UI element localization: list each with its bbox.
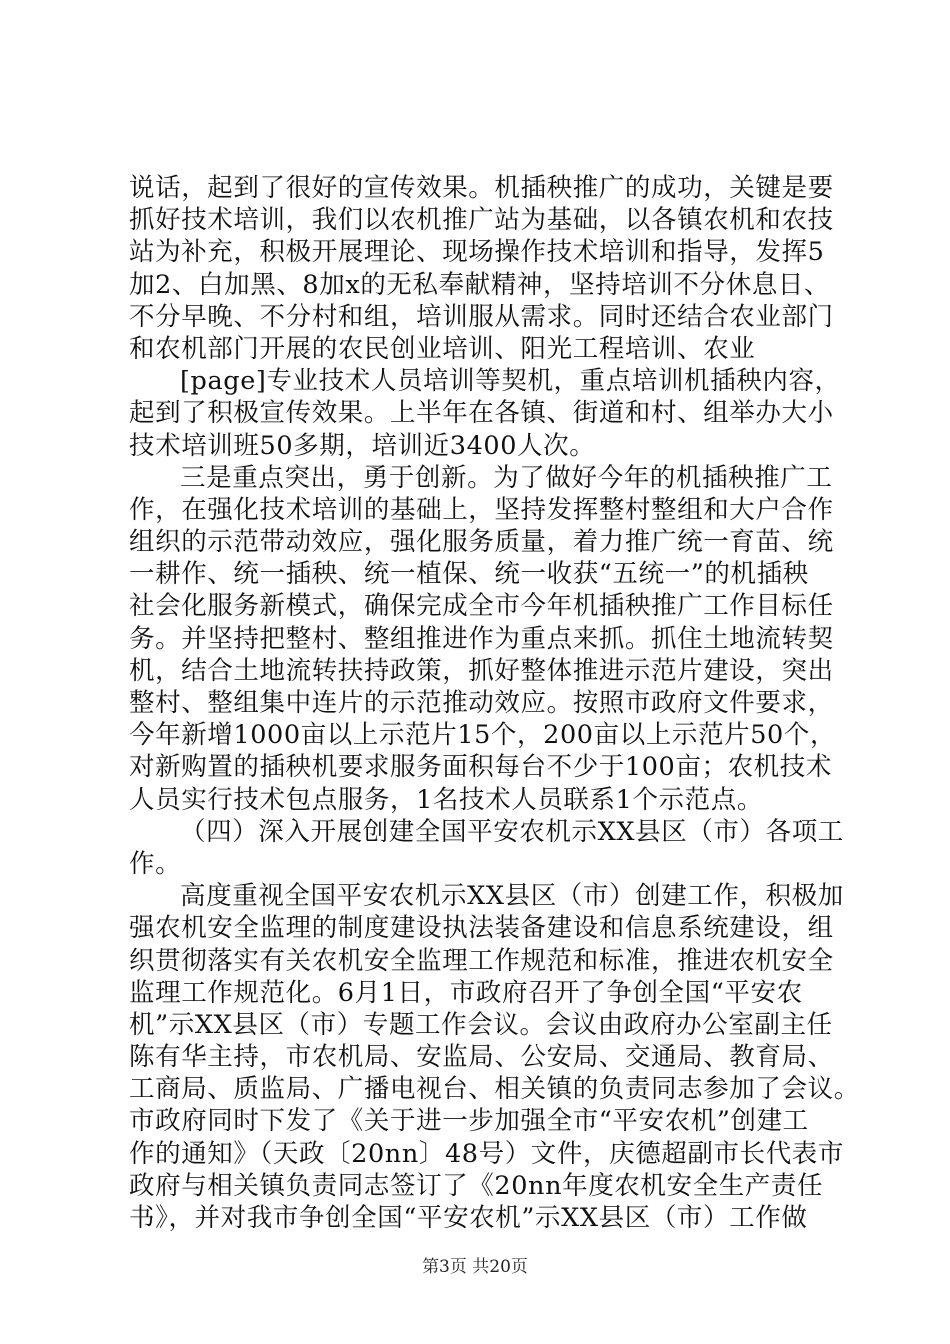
text-line: 三是重点突出，勇于创新。为了做好今年的机插秧推广工	[180, 462, 833, 493]
text-line: 织贯彻落实有关农机安全监理工作规范和标准，推进农机安全	[129, 945, 834, 976]
text-line: 组织的示范带动效应，强化服务质量，着力推广统一育苗、统	[129, 527, 834, 558]
section-heading: 作。	[129, 848, 182, 879]
page-number: 第3页 共20页	[422, 1257, 528, 1277]
text-line: 对新购置的插秧机要求服务面积每台不少于100亩；农机技术	[129, 752, 832, 783]
text-line: 抓好技术培训，我们以农机推广站为基础，以各镇农机和农技	[129, 205, 834, 236]
text-line: 工商局、质监局、广播电视台、相关镇的负责同志参加了会议。	[129, 1074, 860, 1105]
text-line: 社会化服务新模式，确保完成全市今年机插秧推广工作目标任	[129, 591, 834, 622]
text-line: 高度重视全国平安农机示XX县区（市）创建工作，积极加	[180, 881, 844, 912]
text-line: 加2、白加黑、8加x的无私奉献精神，坚持培训不分休息日、	[129, 269, 831, 300]
text-line: [page]专业技术人员培训等契机，重点培训机插秧内容，	[180, 366, 841, 397]
text-line: 机，结合土地流转扶持政策，抓好整体推进示范片建设，突出	[129, 655, 834, 686]
text-line: 技术培训班50多期，培训近3400人次。	[129, 430, 596, 461]
text-line: 整村、整组集中连片的示范推动效应。按照市政府文件要求，	[129, 688, 834, 718]
text-line: 人员实行技术包点服务，1名技术人员联系1个示范点。	[129, 784, 763, 815]
text-line: 市政府同时下发了《关于进一步加强全市“平安农机”创建工	[129, 1106, 809, 1137]
text-line: 书》，并对我市争创全国“平安农机”示XX县区（市）工作做	[129, 1203, 808, 1233]
text-line: 说话，起到了很好的宣传效果。机插秧推广的成功，关键是要	[129, 173, 834, 203]
text-line: 和农机部门开展的农民创业培训、阳光工程培训、农业	[129, 333, 756, 364]
text-line: 站为补充，积极开展理论、现场操作技术培训和指导，发挥5	[129, 237, 825, 268]
text-line: 陈有华主持，市农机局、安监局、公安局、交通局、教育局、	[129, 1042, 834, 1073]
text-line: 机”示XX县区（市）专题工作会议。会议由政府办公室副主任	[129, 1009, 833, 1040]
text-line: 作，在强化技术培训的基础上，坚持发挥整村整组和大户合作	[129, 494, 834, 525]
text-line: 作的通知》（天政〔20nn〕48号）文件，庆德超副市长代表市	[129, 1138, 844, 1169]
text-line: 监理工作规范化。6月1日，市政府召开了争创全国“平安农	[129, 977, 803, 1008]
text-line: 务。并坚持把整村、整组推进作为重点来抓。抓住土地流转契	[129, 623, 834, 654]
body-text	[129, 172, 859, 1234]
text-line: 今年新增1000亩以上示范片15个，200亩以上示范片50个，	[129, 720, 837, 751]
text-line: 强农机安全监理的制度建设执法装备建设和信息系统建设，组	[129, 913, 834, 944]
text-line: 一耕作、统一插秧、统一植保、统一收获“五统一”的机插秧	[129, 559, 809, 590]
text-line: 起到了积极宣传效果。上半年在各镇、街道和村、组举办大小	[129, 398, 834, 429]
text-line: 政府与相关镇负责同志签订了《20nn年度农机安全生产责任	[129, 1170, 824, 1201]
page-footer	[0, 1256, 950, 1278]
text-line: 不分早晚、不分村和组，培训服从需求。同时还结合农业部门	[129, 301, 834, 332]
section-heading: （四）深入开展创建全国平安农机示XX县区（市）各项工	[180, 816, 844, 847]
